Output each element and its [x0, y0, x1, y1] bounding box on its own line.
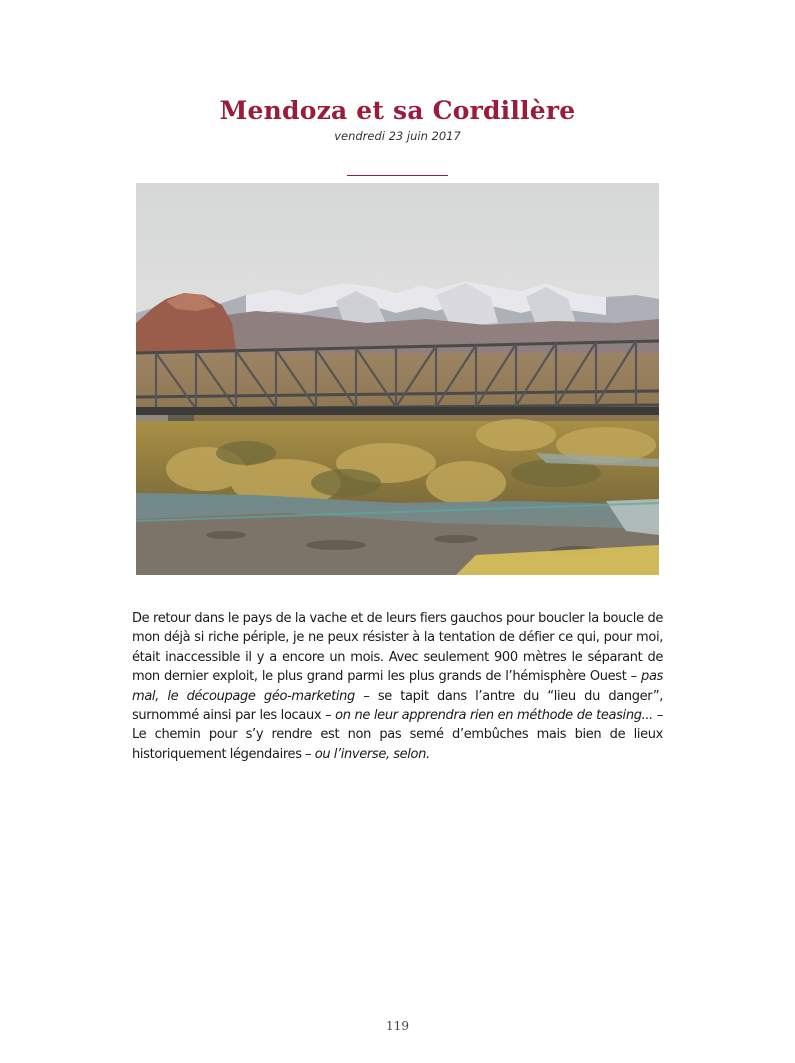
page-title: Mendoza et sa Cordillère — [219, 96, 576, 125]
title-divider — [347, 175, 448, 176]
paragraph-aside-3: ou l’inverse, selon. — [314, 746, 430, 762]
paragraph-text-3: – Le chemin pour s’y rendre est non pas semé d’embûches mais bien de lieux historiquement légendaires – — [132, 708, 664, 762]
article-paragraph — [132, 609, 663, 764]
article-date: vendredi 23 juin 2017 — [334, 129, 461, 143]
paragraph-text-2: – se tapit dans l’antre du “lieu du danger”, surnommé ainsi par les locaux – — [132, 688, 663, 724]
photo-bridge-mountains — [136, 183, 659, 575]
page-number: 119 — [386, 1019, 409, 1033]
paragraph-aside-1: pas mal, le découpage géo-marketing — [132, 669, 663, 704]
paragraph-aside-2: on ne leur apprendra rien en méthode de teasing... — [335, 708, 653, 724]
paragraph-text-1: De retour dans le pays de la vache et de leurs fiers gauchos pour boucler la boucle de mon déjà si riche périple, je ne peux résister à la tentation de défier ce qui, pour moi, était inaccessible il y a encore un mois. Avec seulement 900 mètres le séparant de mon dernier exploit, le plus grand parmi les plus grands de l’hémisphère Ouest – — [132, 611, 663, 685]
